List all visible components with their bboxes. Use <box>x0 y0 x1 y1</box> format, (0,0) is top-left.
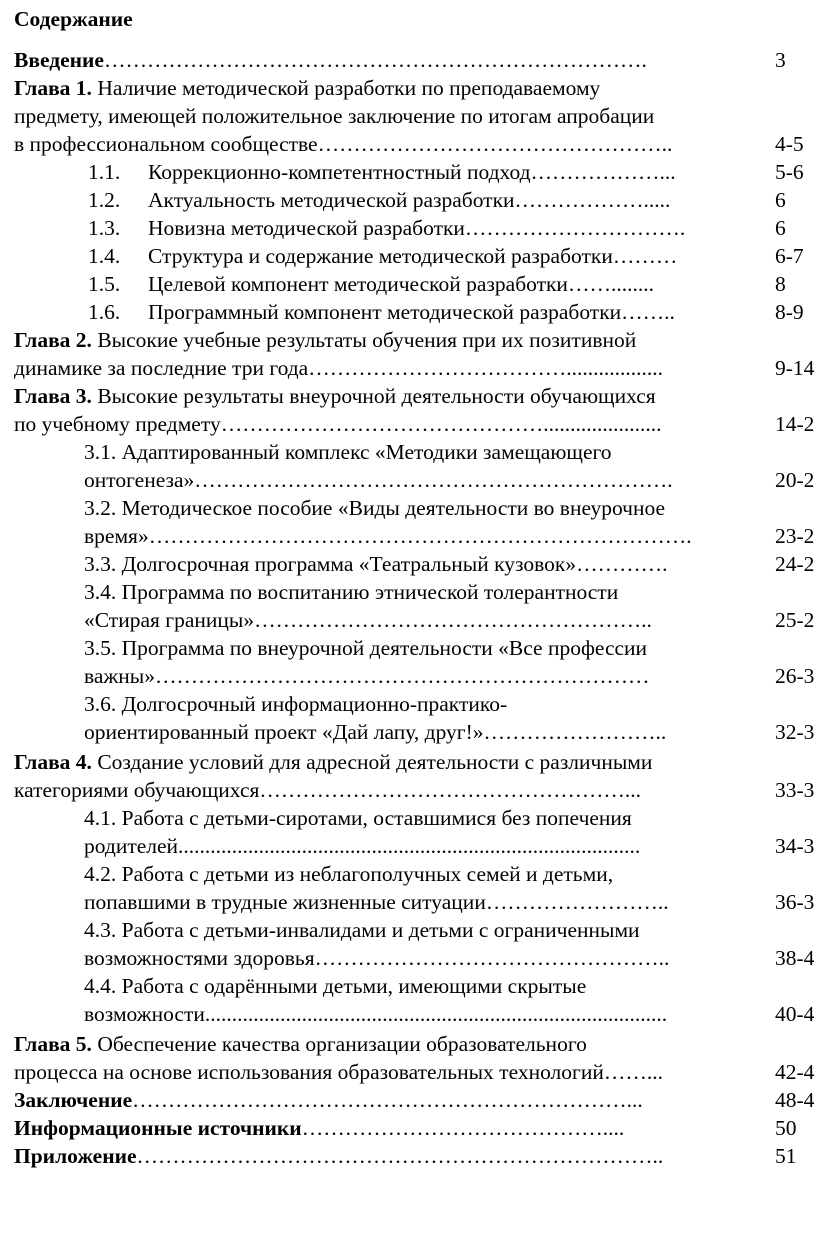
toc-entry-sources <box>14 1115 759 1142</box>
page-title: Содержание <box>14 7 133 31</box>
page-number: 26-3 <box>775 664 815 688</box>
entry-text: Высокие результаты внеурочной деятельности обучающихся <box>91 384 656 408</box>
entry-text: Коррекционно-компетентностный подход………………... <box>148 160 676 184</box>
toc-entry-section-3-5-line-2 <box>84 663 759 690</box>
entry-text: Обеспечение качества организации образовательного <box>91 1032 587 1056</box>
toc-entry-appendix <box>14 1143 759 1170</box>
page-number: 4-5 <box>775 132 804 156</box>
page-number: 48-4 <box>775 1088 815 1112</box>
entry-text: предмету, имеющей положительное заключение по итогам апробации <box>14 104 655 128</box>
toc-entry-section-3-1-line-2 <box>84 467 759 494</box>
entry-text: 3.1. Адаптированный комплекс «Методики замещающего <box>84 440 612 464</box>
page-number: 42-4 <box>775 1060 815 1084</box>
entry-text: Актуальность методической разработки………………..... <box>148 188 671 212</box>
entry-text: по учебному предмету………………………………………...................... <box>14 412 662 436</box>
page-number: 8 <box>775 272 786 296</box>
entry-text: динамике за последние три года……………………………….................. <box>14 356 663 380</box>
page-number: 51 <box>775 1144 797 1168</box>
toc-entry-section-3-4-line-2 <box>84 607 759 634</box>
entry-text: в профессиональном сообществе………………………………………….. <box>14 132 673 156</box>
toc-entry-section-3-3 <box>84 551 759 578</box>
toc-entry-chapter-2-line-2 <box>14 355 759 382</box>
toc-entry-section-3-2-line-2 <box>84 523 759 550</box>
entry-text: Высокие учебные результаты обучения при их позитивной <box>91 328 637 352</box>
toc-entry-section-3-5-line-1 <box>84 635 647 662</box>
entry-text: 4.2. Работа с детьми из неблагополучных семей и детьми, <box>84 862 614 886</box>
page-number: 36-3 <box>775 890 815 914</box>
toc-entry-chapter-1-line-1 <box>14 75 600 102</box>
entry-leader: …………………………………………………………………. <box>103 48 647 72</box>
toc-entry-section-1-1 <box>88 159 760 186</box>
entry-label: Введение <box>14 48 104 72</box>
entry-text: Новизна методической разработки…………………………. <box>148 216 686 240</box>
section-number: 1.4. <box>88 244 121 268</box>
page-number: 6 <box>775 188 786 212</box>
entry-text: 4.1. Работа с детьми-сиротами, оставшимися без попечения <box>84 806 632 830</box>
entry-text: попавшими в трудные жизненные ситуации…………………….. <box>84 890 669 914</box>
entry-text: Создание условий для адресной деятельности с различными <box>91 750 653 774</box>
entry-text: важны»…………………………………………………………… <box>84 664 650 688</box>
page-number: 32-3 <box>775 720 815 744</box>
toc-entry-section-1-2 <box>88 187 760 214</box>
entry-text: 3.3. Долгосрочная программа «Театральный кузовок»…………. <box>84 552 668 576</box>
entry-text: возможностями здоровья………………………………………….. <box>84 946 670 970</box>
entry-text: 3.2. Методическое пособие «Виды деятельности во внеурочное <box>84 496 666 520</box>
section-number: 1.5. <box>88 272 121 296</box>
section-number: 1.3. <box>88 216 121 240</box>
entry-leader: ……………………………………………………………….. <box>136 1144 664 1168</box>
entry-label: Глава 5. <box>14 1032 92 1056</box>
toc-entry-section-1-5 <box>88 271 760 298</box>
page-number: 6-7 <box>775 244 804 268</box>
section-number: 1.1. <box>88 160 121 184</box>
entry-label: Заключение <box>14 1088 133 1112</box>
entry-text: Наличие методической разработки по преподаваемому <box>91 76 601 100</box>
page-number: 9-14 <box>775 356 815 380</box>
toc-entry-chapter-5-line-1 <box>14 1031 587 1058</box>
toc-entry-section-1-4 <box>88 243 760 270</box>
section-number: 1.6. <box>88 300 121 324</box>
entry-text: возможности...................................................................................... <box>84 1002 668 1026</box>
entry-leader: ……………………………………………………………... <box>132 1088 643 1112</box>
page-number: 14-2 <box>775 412 815 436</box>
page-number: 8-9 <box>775 300 804 324</box>
page-number: 25-2 <box>775 608 815 632</box>
section-number: 1.2. <box>88 188 121 212</box>
toc-entry-section-4-3-line-2 <box>84 945 759 972</box>
toc-entry-chapter-5-line-2 <box>14 1059 759 1086</box>
entry-text: ориентированный проект «Дай лапу, друг!»…………………….. <box>84 720 667 744</box>
entry-text: 3.4. Программа по воспитанию этнической толерантности <box>84 580 619 604</box>
entry-label: Информационные источники <box>14 1116 302 1140</box>
entry-label: Глава 4. <box>14 750 92 774</box>
page-number: 34-3 <box>775 834 815 858</box>
toc-entry-chapter-4-line-2 <box>14 777 759 804</box>
toc-entry-section-4-3-line-1 <box>84 917 640 944</box>
toc-entry-section-1-3 <box>88 215 760 242</box>
entry-text: онтогенеза»…………………………………………………………. <box>84 468 673 492</box>
page-number: 20-2 <box>775 468 815 492</box>
entry-text: время»…………………………………………………………………. <box>84 524 692 548</box>
toc-entry-section-4-2-line-1 <box>84 861 613 888</box>
entry-text: процесса на основе использования образовательных технологий……... <box>14 1060 663 1084</box>
entry-text: родителей...................................................................................... <box>84 834 641 858</box>
entry-leader: …………………………………….... <box>301 1116 625 1140</box>
page-number: 33-3 <box>775 778 815 802</box>
page-number: 40-4 <box>775 1002 815 1026</box>
toc-entry-section-3-2-line-1 <box>84 495 665 522</box>
page-number: 5-6 <box>775 160 804 184</box>
entry-text: 4.3. Работа с детьми-инвалидами и детьми с ограниченными <box>84 918 640 942</box>
entry-label: Глава 2. <box>14 328 92 352</box>
toc-entry-section-4-1-line-1 <box>84 805 632 832</box>
toc-entry-section-1-6 <box>88 299 760 326</box>
toc-entry-section-4-4-line-2 <box>84 1001 759 1028</box>
entry-label: Глава 3. <box>14 384 92 408</box>
toc-entry-chapter-4-line-1 <box>14 749 652 776</box>
toc-entry-section-4-1-line-2 <box>84 833 759 860</box>
toc-entry-section-3-6-line-2 <box>84 719 759 746</box>
toc-entry-conclusion <box>14 1087 759 1114</box>
toc-entry-section-3-6-line-1 <box>84 691 507 718</box>
entry-text: «Стирая границы»……………………………………………….. <box>84 608 652 632</box>
toc-entry-intro <box>14 47 647 74</box>
page-number: 38-4 <box>775 946 815 970</box>
entry-text: Программный компонент методической разработки…….. <box>148 300 675 324</box>
entry-label: Глава 1. <box>14 76 92 100</box>
page-number: 6 <box>775 216 786 240</box>
entry-text: 3.6. Долгосрочный информационно-практико- <box>84 692 508 716</box>
entry-text: 4.4. Работа с одарёнными детьми, имеющими скрытые <box>84 974 587 998</box>
entry-text: Структура и содержание методической разработки……… <box>148 244 678 268</box>
toc-entry-chapter-1-line-2 <box>14 103 654 130</box>
page-number: 3 <box>775 48 786 72</box>
toc-entry-chapter-3-line-2 <box>14 411 759 438</box>
toc-entry-chapter-1-line-3 <box>14 131 759 158</box>
entry-text: Целевой компонент методической разработки……........ <box>148 272 654 296</box>
entry-text: категориями обучающихся……………………………………………... <box>14 778 641 802</box>
toc-entry-section-3-1-line-1 <box>84 439 612 466</box>
toc-entry-chapter-2-line-1 <box>14 327 636 354</box>
toc-entry-section-4-2-line-2 <box>84 889 759 916</box>
entry-text: 3.5. Программа по внеурочной деятельности «Все профессии <box>84 636 648 660</box>
toc-entry-section-4-4-line-1 <box>84 973 586 1000</box>
toc-entry-section-3-4-line-1 <box>84 579 618 606</box>
entry-label: Приложение <box>14 1144 137 1168</box>
toc-entry-chapter-3-line-1 <box>14 383 656 410</box>
page-number: 24-2 <box>775 552 815 576</box>
page-number: 50 <box>775 1116 797 1140</box>
page-number: 23-2 <box>775 524 815 548</box>
